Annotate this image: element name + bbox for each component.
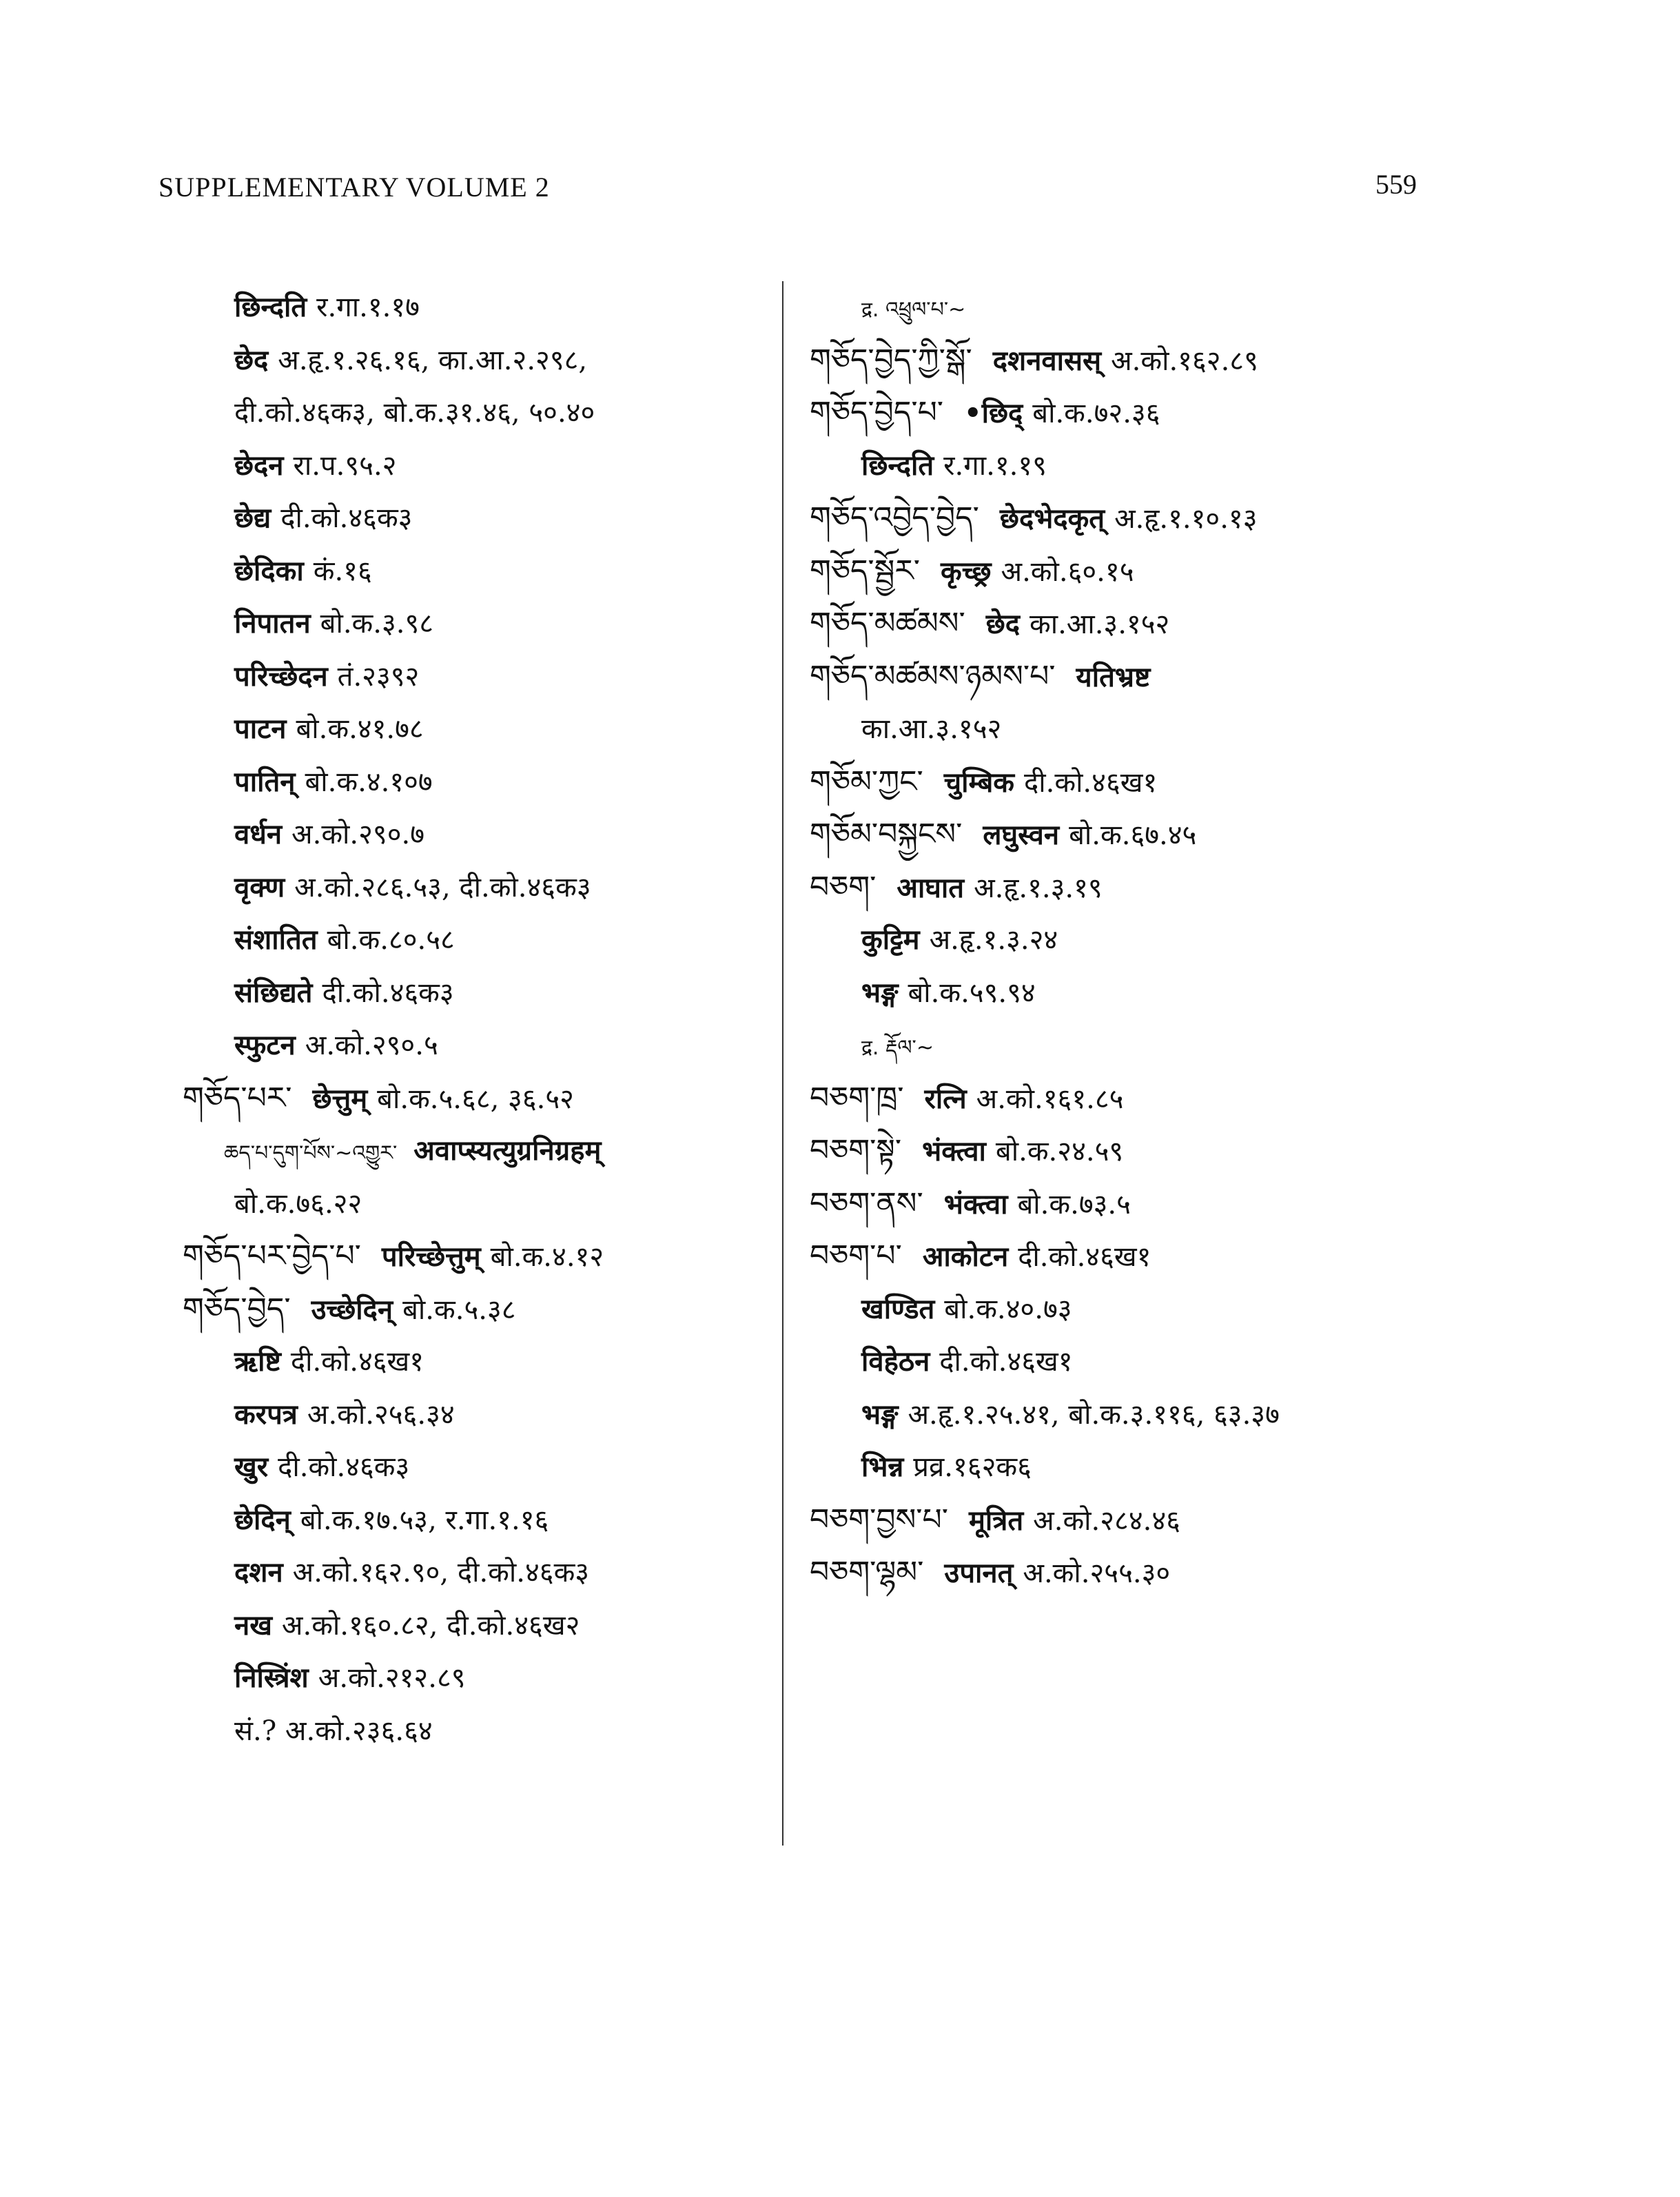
dictionary-entry (165, 387, 772, 440)
tibetan-headword: བཅག་ (810, 869, 877, 905)
dictionary-entry (799, 1178, 1530, 1231)
source-reference: अ.को.१६२.८९ (1111, 345, 1258, 377)
left-column (165, 281, 772, 1757)
source-reference: बो.क.४१.७८ (296, 713, 424, 745)
sanskrit-equivalent: छेदन (234, 449, 284, 482)
sanskrit-equivalent: भङ्ग (861, 976, 899, 1009)
sanskrit-equivalent: छेद्य (234, 502, 272, 534)
tibetan-headword: གཅོད་བྱེད་ (183, 1291, 291, 1327)
sanskrit-equivalent: पातिन् (234, 765, 296, 798)
sanskrit-equivalent: •छिद् (964, 397, 1023, 429)
dictionary-entry (799, 861, 1530, 914)
sanskrit-equivalent: संशातित (234, 923, 318, 956)
source-reference: दी.को.४६ख१ (290, 1346, 424, 1378)
sanskrit-equivalent: आकोटन (922, 1240, 1009, 1273)
dictionary-entry (165, 1072, 772, 1125)
tibetan-headword: གཅོམ་བསྐྱངས་ (810, 817, 963, 852)
sanskrit-equivalent: छिन्दति (861, 449, 934, 482)
source-reference: दी.को.४६क३ (278, 1451, 410, 1483)
source-reference: र.गा.१.१७ (316, 292, 420, 323)
dictionary-entry (799, 492, 1530, 545)
page-number: 559 (1375, 169, 1417, 200)
dictionary-entry (799, 651, 1530, 704)
sanskrit-equivalent: विहेठन (861, 1345, 930, 1378)
source-reference: बो.क.५.६८, ३६.५२ (377, 1083, 574, 1115)
dictionary-entry (799, 545, 1530, 598)
dictionary-entry (165, 914, 772, 967)
source-reference: अ.हृ.१.३.२४ (929, 924, 1058, 956)
source-reference: सं.? अ.को.२३६.६४ (234, 1715, 433, 1747)
source-reference: प्रव्र.१६२क६ (913, 1451, 1032, 1483)
sanskrit-equivalent: नख (234, 1608, 272, 1642)
dictionary-entry (799, 1494, 1530, 1547)
source-reference: र.गा.१.१९ (943, 449, 1047, 482)
source-reference: अ.को.२९०.५ (305, 1030, 438, 1061)
source-reference: बो.क.६७.४५ (1069, 819, 1197, 851)
source-reference: अ.को.२९०.७ (291, 819, 425, 850)
dictionary-entry (165, 756, 772, 809)
source-reference: दी.को.४६ख१ (1018, 1241, 1151, 1273)
tibetan-headword: བཅག་སྟེ་ (810, 1133, 902, 1168)
source-reference: अ.को.२५६.३४ (307, 1398, 455, 1431)
dictionary-entry (165, 1652, 772, 1705)
sanskrit-equivalent: छेद (234, 343, 269, 376)
source-reference: अ.को.२८६.५३, दी.को.४६क३ (294, 871, 591, 903)
dictionary-entry (165, 651, 772, 704)
sanskrit-equivalent: निपातन (234, 607, 311, 640)
dictionary-entry (165, 545, 772, 598)
sanskrit-equivalent: दशन (234, 1556, 283, 1588)
dictionary-entry (799, 281, 1530, 334)
sanskrit-equivalent: खण्डित (861, 1292, 935, 1325)
sanskrit-equivalent: भंक्त्वा (922, 1135, 986, 1167)
sanskrit-equivalent: भङ्ग (861, 1398, 899, 1431)
source-reference: बो.क.७३.५ (1017, 1188, 1131, 1220)
source-reference: का.आ.३.१५२ (1029, 609, 1170, 640)
sanskrit-equivalent: संछिद्यते (234, 976, 313, 1009)
tibetan-headword: བཅག་ནས་ (810, 1185, 923, 1221)
sanskrit-equivalent: दशनवासस् (992, 344, 1102, 377)
source-reference: कं.१६ (313, 555, 372, 587)
tibetan-headword: བཅག་ཁྲ་ (810, 1080, 904, 1116)
cross-reference: द्र. རྡོལ་~ (861, 1036, 934, 1060)
source-reference: दी.को.४६क३, बो.क.३१.४६, ५०.४० (234, 397, 595, 429)
dictionary-entry (165, 1441, 772, 1494)
dictionary-entry (165, 1494, 772, 1547)
source-reference: बो.क.७६.२२ (234, 1187, 362, 1220)
dictionary-entry (165, 1336, 772, 1389)
dictionary-entry (799, 914, 1530, 967)
dictionary-entry (165, 1230, 772, 1283)
dictionary-entry (165, 1283, 772, 1336)
sanskrit-equivalent: रत्नि (924, 1082, 967, 1115)
tibetan-headword: གཅོམ་ཀྱང་ (810, 764, 923, 799)
source-reference: अ.हृ.१.२६.१६, का.आ.२.२९८, (278, 344, 588, 376)
source-reference: बो.क.४.१२ (490, 1241, 604, 1273)
cross-reference: द्र. འཕྲུལ་པ་~ (861, 298, 966, 322)
dictionary-entry (799, 1230, 1530, 1283)
dictionary-entry (165, 1705, 772, 1758)
dictionary-entry (799, 1283, 1530, 1336)
tibetan-headword: གཅོད་པར་བྱེད་པ་ (183, 1238, 361, 1274)
sanskrit-equivalent: छेद (985, 608, 1021, 640)
source-reference: बो.क.५९.९४ (908, 977, 1036, 1009)
sanskrit-equivalent: चुम्बिक (943, 766, 1015, 799)
sanskrit-equivalent: भंक्त्वा (943, 1187, 1008, 1220)
source-reference: अ.को.१६१.८५ (976, 1083, 1124, 1115)
dictionary-entry (165, 967, 772, 1020)
sanskrit-equivalent: स्फुटन (234, 1029, 296, 1061)
dictionary-entry (165, 281, 772, 334)
dictionary-entry (799, 756, 1530, 809)
dictionary-entry (799, 1441, 1530, 1494)
tibetan-headword: གཅོད་པར་ (183, 1080, 292, 1116)
dictionary-entry (165, 492, 772, 545)
sanskrit-equivalent: यतिभ्रष्ट (1076, 660, 1151, 693)
source-reference: बो.क.३.९८ (320, 608, 434, 640)
dictionary-entry (165, 703, 772, 756)
source-reference: अ.हृ.१.२५.४१, बो.क.३.११६, ६३.३७ (908, 1398, 1280, 1431)
running-title: SUPPLEMENTARY VOLUME 2 (158, 172, 550, 203)
dictionary-entry (165, 1125, 772, 1178)
source-reference: बो.क.१७.५३, र.गा.१.१६ (300, 1504, 549, 1536)
tibetan-headword: བཅག་ལྷམ་ (810, 1555, 924, 1590)
dictionary-entry (799, 808, 1530, 861)
sanskrit-equivalent: परिच्छेत्तुम् (381, 1240, 481, 1273)
dictionary-entry (799, 1019, 1530, 1072)
source-reference: बो.क.५.३८ (402, 1294, 516, 1326)
tibetan-headword: གཅོད་བྱེད་ཀྱི་སྒོ་ (810, 342, 972, 378)
sanskrit-equivalent: उपानत् (944, 1557, 1014, 1589)
source-reference: रा.प.९५.२ (293, 449, 397, 482)
tibetan-headword: གཅོད་མཚམས་ (810, 606, 965, 641)
dictionary-entry (165, 861, 772, 914)
dictionary-entry (165, 1546, 772, 1600)
sanskrit-equivalent: अवाप्स्यत्युग्रनिग्रहम् (413, 1134, 602, 1167)
dictionary-entry (165, 1600, 772, 1653)
source-reference: दी.को.४६क३ (280, 502, 413, 534)
dictionary-entry (799, 1389, 1530, 1442)
dictionary-entry (799, 387, 1530, 440)
dictionary-entry (165, 597, 772, 651)
source-reference: अ.हृ.१.३.१९ (974, 872, 1103, 904)
dictionary-entry (799, 1125, 1530, 1178)
sanskrit-equivalent: लघुस्वन (983, 819, 1060, 851)
source-reference: अ.को.१६२.९०, दी.को.४६क३ (292, 1557, 590, 1588)
tibetan-headword: གཅོད་སྦྱོར་ (810, 553, 921, 589)
sanskrit-equivalent: छेदभेदकृत् (999, 502, 1105, 535)
dictionary-entry (165, 334, 772, 387)
sanskrit-equivalent: वर्धन (234, 818, 283, 850)
source-reference: अ.को.२१२.८९ (318, 1662, 466, 1694)
tibetan-headword: བཅག་པ་ (810, 1238, 902, 1274)
right-column (799, 281, 1530, 1600)
dictionary-entry (799, 1546, 1530, 1600)
source-reference: का.आ.३.१५२ (861, 713, 1002, 745)
source-reference: दी.को.४६ख१ (939, 1346, 1073, 1378)
tibetan-headword: གཅོད་འབྱེད་བྱེད་ (810, 500, 979, 535)
dictionary-entry (799, 1336, 1530, 1389)
source-reference: तं.२३९२ (337, 660, 420, 693)
dictionary-entry (165, 808, 772, 861)
sanskrit-equivalent: पाटन (234, 713, 287, 745)
source-reference: बो.क.४०.७३ (944, 1293, 1072, 1325)
dictionary-entry (799, 703, 1530, 756)
tibetan-headword: གཅོད་མཚམས་ཉམས་པ་ (810, 658, 1056, 694)
cross-reference: ཆད་པ་དུག་པོས་~འགྱུར་ (224, 1141, 398, 1165)
sanskrit-equivalent: वृक्ण (234, 870, 285, 903)
sanskrit-equivalent: करपत्र (234, 1398, 298, 1431)
dictionary-entry (799, 967, 1530, 1020)
dictionary-entry (799, 334, 1530, 387)
source-reference: बो.क.४.१०७ (305, 766, 433, 798)
source-reference: अ.को.६०.१५ (1001, 555, 1134, 588)
tibetan-headword: གཅོད་བྱེད་པ་ (810, 395, 944, 430)
column-divider (782, 281, 783, 1846)
source-reference: अ.हृ.१.१०.१३ (1114, 503, 1258, 535)
tibetan-headword: བཅག་བྱས་པ་ (810, 1502, 948, 1537)
sanskrit-equivalent: छेदिका (234, 554, 304, 587)
dictionary-entry (165, 440, 772, 493)
source-reference: बो.क.७२.३६ (1032, 398, 1160, 429)
sanskrit-equivalent: आघात (897, 871, 965, 904)
sanskrit-equivalent: छिन्दति (234, 291, 307, 323)
source-reference: बो.क.८०.५८ (327, 924, 455, 956)
sanskrit-equivalent: उच्छेदिन् (311, 1293, 393, 1326)
source-reference: अ.को.२८४.४६ (1033, 1504, 1180, 1537)
dictionary-entry (799, 440, 1530, 493)
dictionary-entry (165, 1178, 772, 1231)
sanskrit-equivalent: कृच्छ्र (941, 555, 992, 588)
sanskrit-equivalent: ऋष्टि (234, 1345, 281, 1378)
source-reference: अ.को.२५५.३० (1023, 1557, 1171, 1589)
source-reference: अ.को.१६०.८२, दी.को.४६ख२ (281, 1609, 580, 1642)
source-reference: दी.को.४६ख१ (1024, 766, 1158, 799)
sanskrit-equivalent: मूत्रित (969, 1504, 1024, 1537)
dictionary-entry (799, 597, 1530, 651)
dictionary-entry (165, 1019, 772, 1072)
dictionary-entry (799, 1072, 1530, 1125)
sanskrit-equivalent: परिच्छेदन (234, 660, 328, 693)
source-reference: बो.क.२४.५९ (995, 1136, 1124, 1167)
dictionary-entry (165, 1389, 772, 1442)
sanskrit-equivalent: कुट्टिम (861, 923, 920, 956)
source-reference: दी.को.४६क३ (322, 977, 454, 1009)
sanskrit-equivalent: छेदिन् (234, 1503, 291, 1536)
sanskrit-equivalent: छेत्तुम् (312, 1082, 368, 1115)
sanskrit-equivalent: खुर (234, 1451, 269, 1483)
sanskrit-equivalent: निस्त्रिंश (234, 1662, 309, 1694)
sanskrit-equivalent: भिन्न (861, 1451, 904, 1483)
